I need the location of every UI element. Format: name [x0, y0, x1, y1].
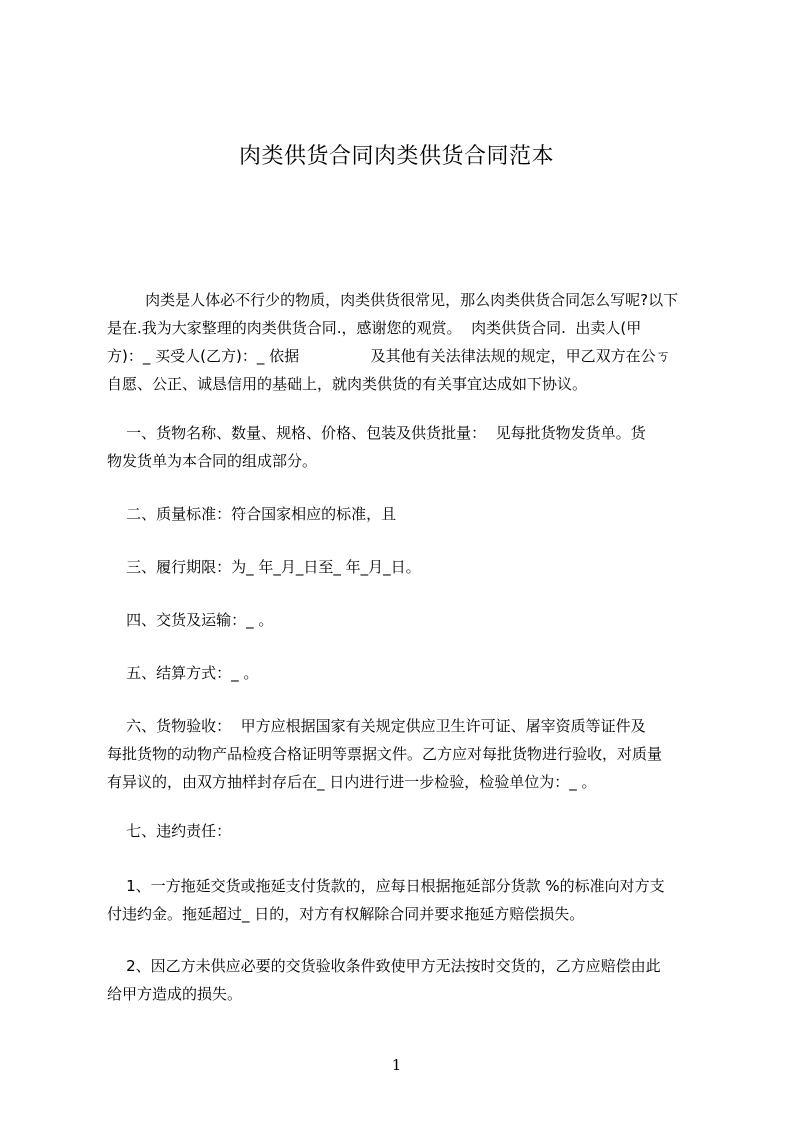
paragraph-line: 给甲方造成的损失。 — [107, 985, 243, 1003]
paragraph-line: 有异议的，由双方抽样封存后在_ 日内进行进一步检验，检验单位为：_ 。 — [107, 773, 597, 791]
paragraph-line: 1、一方拖延交货或拖延支付货款的，应每日根据拖延部分货款 %的标准向对方支 — [107, 877, 665, 895]
paragraph-line: 物发货单为本合同的组成部分。 — [107, 452, 318, 470]
paragraph-line: 每批货物的动物产品检疫合格证明等票据文件。乙方应对每批货物进行验收，对质量 — [107, 745, 663, 763]
clause-7-heading — [107, 817, 707, 845]
clause-5-paragraph — [107, 659, 707, 687]
paragraph-line: 二、质量标准：符合国家相应的标准，且 — [107, 505, 397, 523]
page-number: 1 — [391, 1056, 402, 1074]
intro-paragraph — [107, 286, 707, 398]
paragraph-line: 自愿、公正、诚恳信用的基础上，就肉类供货的有关事宜达成如下协议。 — [107, 375, 588, 393]
paragraph-line: 三、履行期限：为_ 年_月_日至_ 年_月_日。 — [107, 558, 421, 576]
clause-3-paragraph — [107, 553, 707, 581]
clause-7-2-paragraph — [107, 952, 707, 1008]
paragraph-line: 七、违约责任： — [107, 822, 232, 840]
paragraph-line: 方)：_ 买受人(乙方)：_ 依据 及其他有关法律法规的规定，甲乙双方在公ㄎ — [107, 347, 671, 365]
paragraph-line: 2、因乙方未供应必要的交货验收条件致使甲方无法按时交货的，乙方应赔偿由此 — [107, 957, 661, 975]
clause-2-paragraph — [107, 500, 707, 528]
paragraph-line: 六、货物验收： 甲方应根据国家有关规定供应卫生许可证、屠宰资质等证件及 — [107, 717, 646, 735]
clause-7-1-paragraph — [107, 872, 707, 928]
paragraph-line: 五、结算方式：_ 。 — [107, 664, 259, 682]
paragraph-line: 肉类是人体必不行少的物质，肉类供货很常见，那么肉类供货合同怎么写呢?以下 — [107, 291, 679, 309]
paragraph-line: 四、交货及运输：_ 。 — [107, 611, 274, 629]
paragraph-line: 付违约金。拖延超过_ 日的，对方有权解除合同并要求拖延方赔偿损失。 — [107, 905, 585, 923]
clause-4-paragraph — [107, 606, 707, 634]
document-title: 肉类供货合同肉类供货合同范本 — [238, 144, 554, 169]
clause-6-paragraph — [107, 712, 707, 796]
clause-1-paragraph — [107, 419, 707, 475]
paragraph-line: 是在.我为大家整理的肉类供货合同.，感谢您的观赏。 肉类供货合同. 出卖人(甲 — [107, 319, 642, 337]
paragraph-line: 一、货物名称、数量、规格、价格、包装及供货批量： 见每批货物发货单。货 — [107, 424, 646, 442]
